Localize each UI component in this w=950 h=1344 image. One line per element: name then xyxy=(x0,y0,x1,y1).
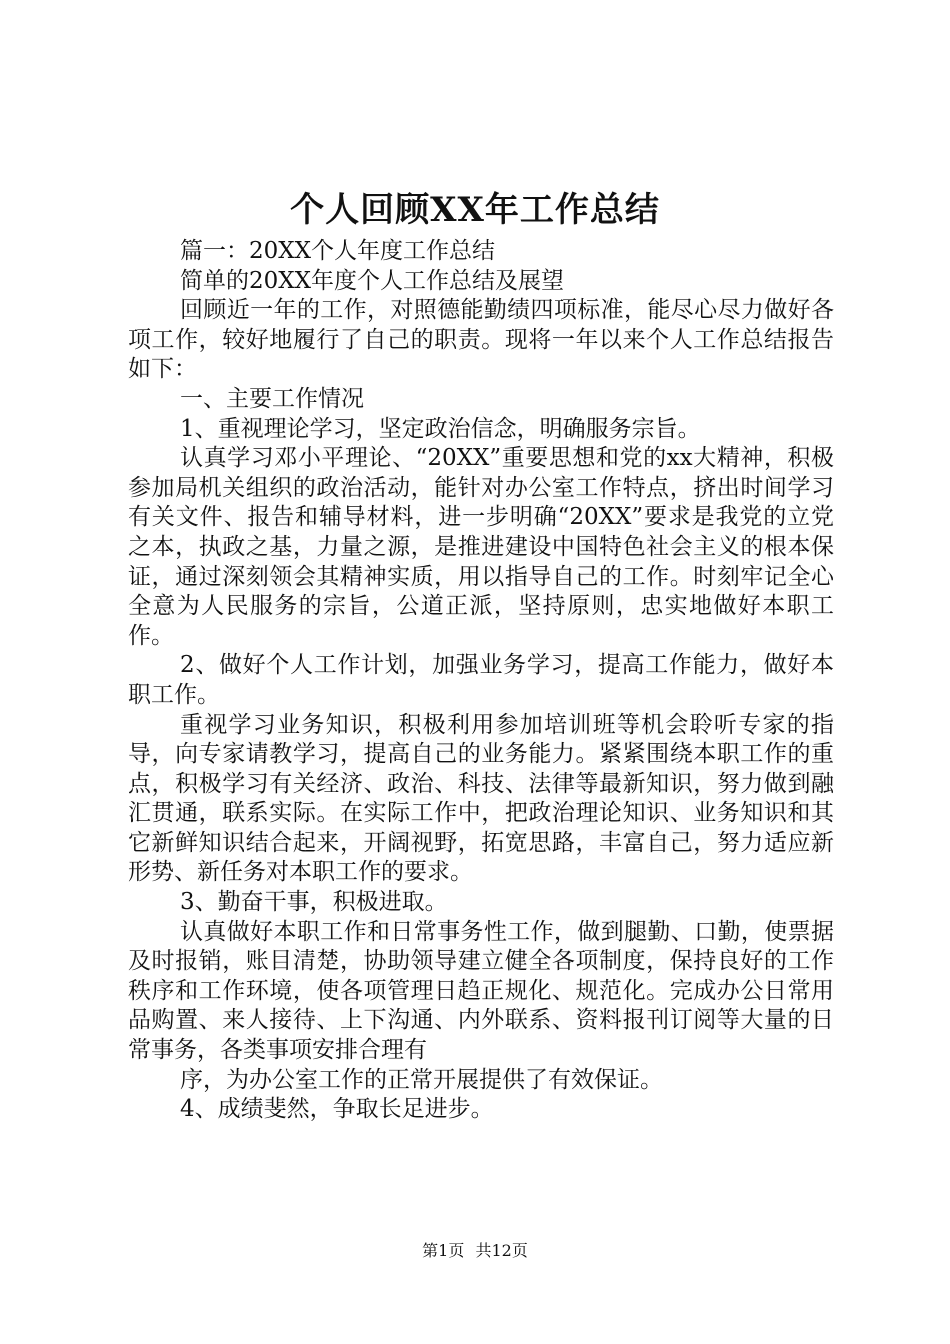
item-two-heading: 2、做好个人工作计划，加强业务学习，提高工作能力，做好本职工作。 xyxy=(128,652,834,708)
page-number: 第1页 xyxy=(422,1241,465,1260)
item-three-body-continued: 序，为办公室工作的正常开展提供了有效保证。 xyxy=(180,1066,663,1093)
main-work-heading: 一、主要工作情况 xyxy=(180,385,364,412)
item-one-body: 认真学习邓小平理论、“20XX”重要思想和党的xx大精神，积极参加局机关组织的政治活动，能针对办公室工作特点，挤出时间学习有关文件、报告和辅导材料，进一步明确“20XX”要求是我党的立党之本，执政之基，力量之源，是推进建设中国特色社会主义的根本保证，通过深刻领会其精神实质，用以指导自己的工作。时刻牢记全心全意为人民服务的宗旨，公道正派，坚持原则，忠实地做好本职工作。 xyxy=(128,445,834,649)
page-total: 共12页 xyxy=(475,1241,528,1260)
document-title: 个人回顾XX年工作总结 xyxy=(290,190,660,230)
item-three-body: 认真做好本职工作和日常事务性工作，做到腿勤、口勤，使票据及时报销，账目清楚，协助领导建立健全各项制度，保持良好的工作秩序和工作环境，使各项管理日趋正规化、规范化。完成办公日常用品购置、来人接待、上下沟通、内外联系、资料报刊订阅等大量的日常事务，各类事项安排合理有 xyxy=(128,918,834,1064)
page-footer xyxy=(0,1239,950,1263)
intro-paragraph: 回顾近一年的工作，对照德能勤绩四项标准，能尽心尽力做好各项工作，较好地履行了自己的职责。现将一年以来个人工作总结报告如下： xyxy=(128,297,834,383)
item-two-body: 重视学习业务知识，积极利用参加培训班等机会聆听专家的指导，向专家请教学习，提高自己的业务能力。紧紧围绕本职工作的重点，积极学习有关经济、政治、科技、法律等最新知识，努力做到融汇贯通，联系实际。在实际工作中，把政治理论知识、业务知识和其它新鲜知识结合起来，开阔视野，拓宽思路，丰富自己，努力适应新形势、新任务对本职工作的要求。 xyxy=(128,711,834,886)
section-heading-article-one: 篇一：20XX个人年度工作总结 xyxy=(180,238,496,264)
item-four-heading: 4、成绩斐然，争取长足进步。 xyxy=(180,1096,494,1123)
item-one-heading: 1、重视理论学习，坚定政治信念，明确服务宗旨。 xyxy=(180,415,701,442)
document-body xyxy=(128,237,834,1125)
subtitle-paragraph: 简单的20XX年度个人工作总结及展望 xyxy=(180,267,565,294)
item-three-heading: 3、勤奋干事，积极进取。 xyxy=(180,889,448,916)
